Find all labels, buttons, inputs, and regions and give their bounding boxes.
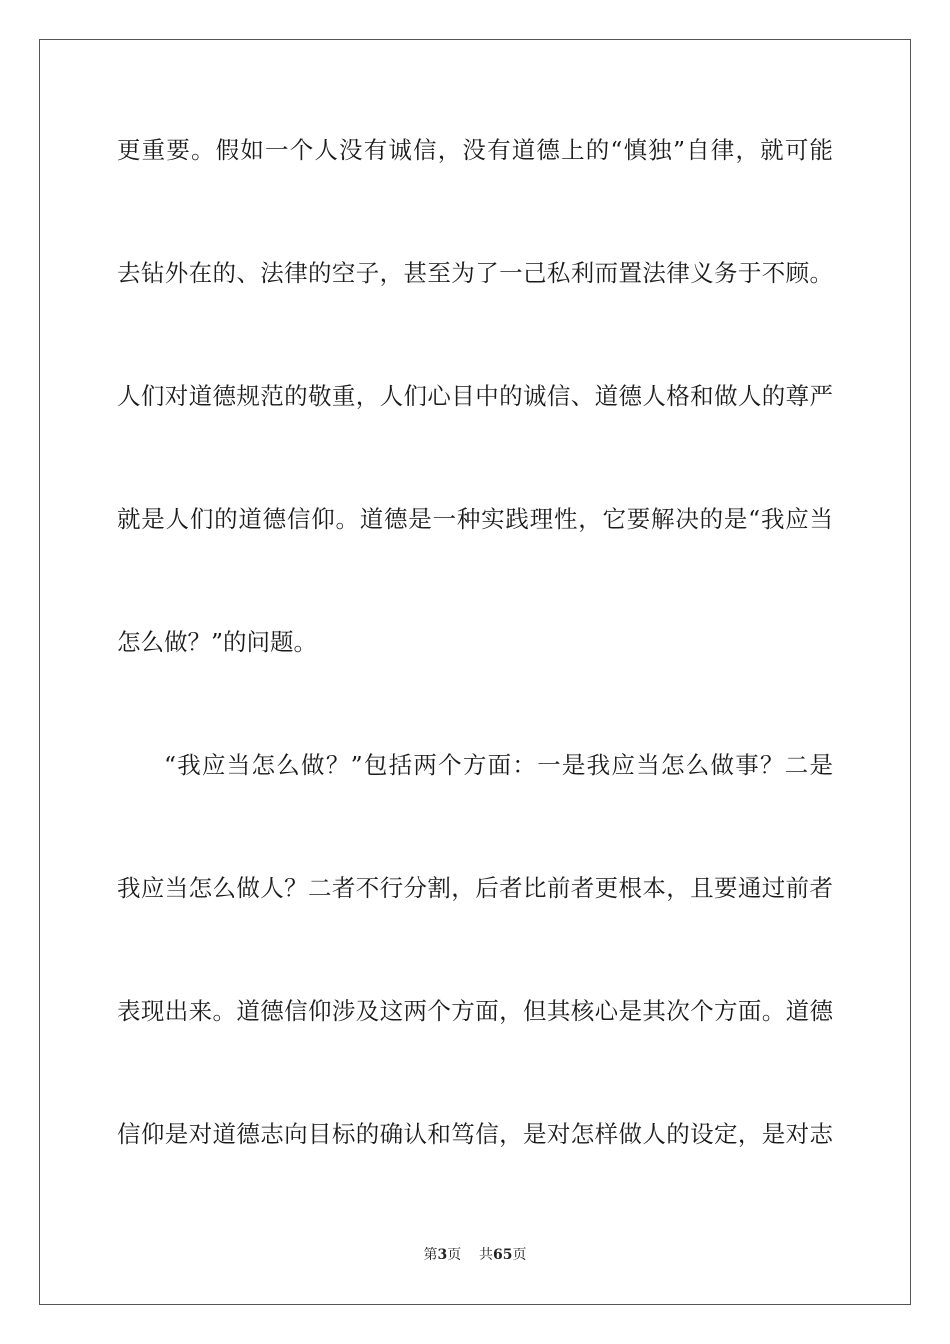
footer-total-pages: 65 bbox=[493, 1247, 513, 1263]
text-line-9: 信仰是对道德志向目标的确认和笃信，是对怎样做人的设定，是对志 bbox=[117, 1120, 833, 1148]
text-line-7: 我应当怎么做人？二者不行分割，后者比前者更根本，且要通过前者 bbox=[117, 874, 833, 902]
text-line-3: 人们对道德规范的敬重，人们心目中的诚信、道德人格和做人的尊严 bbox=[117, 382, 833, 410]
text-line-2: 去钻外在的、法律的空子，甚至为了一己私利而置法律义务于不顾。 bbox=[117, 259, 833, 287]
footer-page-prefix: 第 bbox=[423, 1247, 438, 1263]
text-line-6: “我应当怎么做？”包括两个方面：一是我应当怎么做事？二是 bbox=[164, 751, 833, 779]
page-border bbox=[39, 39, 911, 1305]
text-line-4: 就是人们的道德信仰。道德是一种实践理性，它要解决的是“我应当 bbox=[117, 505, 833, 533]
text-line-5: 怎么做？”的问题。 bbox=[117, 628, 318, 656]
footer-total-suffix: 页 bbox=[512, 1247, 527, 1263]
text-line-1: 更重要。假如一个人没有诚信，没有道德上的“慎独”自律，就可能 bbox=[117, 136, 833, 164]
text-line-8: 表现出来。道德信仰涉及这两个方面，但其核心是其次个方面。道德 bbox=[117, 997, 833, 1025]
footer-page-suffix: 页 bbox=[447, 1247, 462, 1263]
page-footer bbox=[0, 1245, 950, 1265]
footer-page-number: 3 bbox=[437, 1247, 448, 1263]
footer-total-prefix: 共 bbox=[479, 1247, 494, 1263]
